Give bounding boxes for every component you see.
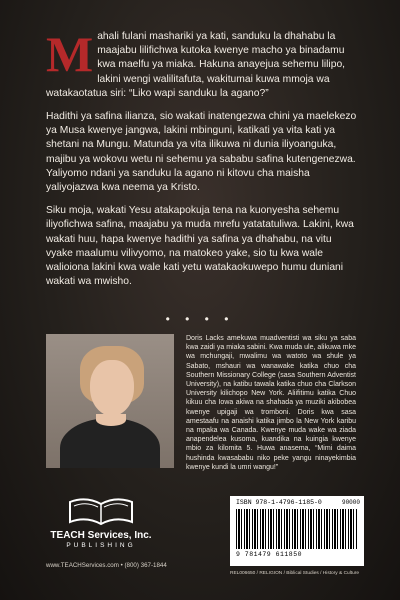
isbn-barcode [230, 496, 364, 566]
blurb-paragraph-2: Hadithi ya safina ilianza, sio wakati inatengezwa chini ya maelekezo ya Musa kwenye jangwa, lakini mbinguni, katikati ya vita kati ya shetani na Mungu. Matunda ya vita ilikuwa ni dunia iliyoanguka, majibu ya wokovu wetu ni sehemu ya sababu safina kutengenezwa. Yaliyomo ndani ya sanduku la agano ni kitovu cha maisha yaliyojazwa kwa neema ya Kristo. [46, 111, 357, 194]
bisac-category: REL006650 / RELIGION / Biblical Studies / History & Culture [230, 571, 360, 576]
section-separator: • • • • [165, 312, 235, 326]
open-book-icon [66, 494, 136, 528]
blurb-paragraph-1: Mahali fulani mashariki ya kati, sanduku la dhahabu la maajabu lilifichwa kutoka kwenye macho ya binadamu kwa maelfu ya miaka. Hakuna anayejua sehemu lilipo, lakini wengi walilitafuta, wakitumai kuwa mmoja wa watakaotatua siri: “Liko wapi sanduku la agano?” [46, 26, 346, 99]
publisher-logo [46, 494, 156, 549]
price-code: 90000 [341, 499, 360, 506]
author-photo [46, 334, 174, 468]
publisher-contact: www.TEACHServices.com • (800) 367-1844 [46, 562, 167, 569]
drop-cap: M [46, 26, 94, 82]
barcode-bars [236, 509, 358, 549]
barcode-number: 9 781479 611850 [236, 551, 303, 558]
publisher-tagline: PUBLISHING [66, 542, 136, 549]
blurb-paragraph-3: Siku moja, wakati Yesu atakapokuja tena na kuonyesha sehemu iliyofichwa safina, maajabu ya muda mrefu yatatatuliwa. Lakini, kwa wakati huu, hapa kwenye hadithi ya safina ya dhahabu, na vitu vyake maalumu vilivyomo, na matokeo yake, sio tu kwa wale walioiona lakini kwa wale kati yetu watakaokuwepo humu duniani wakati wa mwisho. [46, 205, 354, 288]
publisher-name: TEACH Services, Inc. [50, 530, 152, 541]
author-bio: Doris Lacks amekuwa muadventisti wa siku ya saba kwa zaidi ya miaka sabini. Kwa muda ule, alikuwa mke wa mchungaji, mwalimu wa watoto wa shule ya Sabato, mshauri wa wanawake katika chuo cha Southern Missionary College (sasa Southern Adventist University), na katibu tawala katika chuo cha Clarkson University kilichopo New York. Aliifitimu katika Chuo kikuu cha Iowa akiwa na shahada ya muziki akibobea kwenye upigaji wa tromboni. Doris kwa sasa amestaafu na anaishi katika jimbo la New York karibu na mpaka wa Canada. Kwenye muda wake wa ziada anapendelea kusoma, kuandika na kuingia kwenye mbio za kilomita 5. Huwa anasema, “Mimi daima hushinda kwasababu niko peke yangu ninayekimbia kwenye kundi la umri wangu!” [186, 335, 356, 471]
isbn-label: ISBN 978-1-4796-1185-0 [236, 499, 322, 506]
blurb [46, 26, 358, 298]
